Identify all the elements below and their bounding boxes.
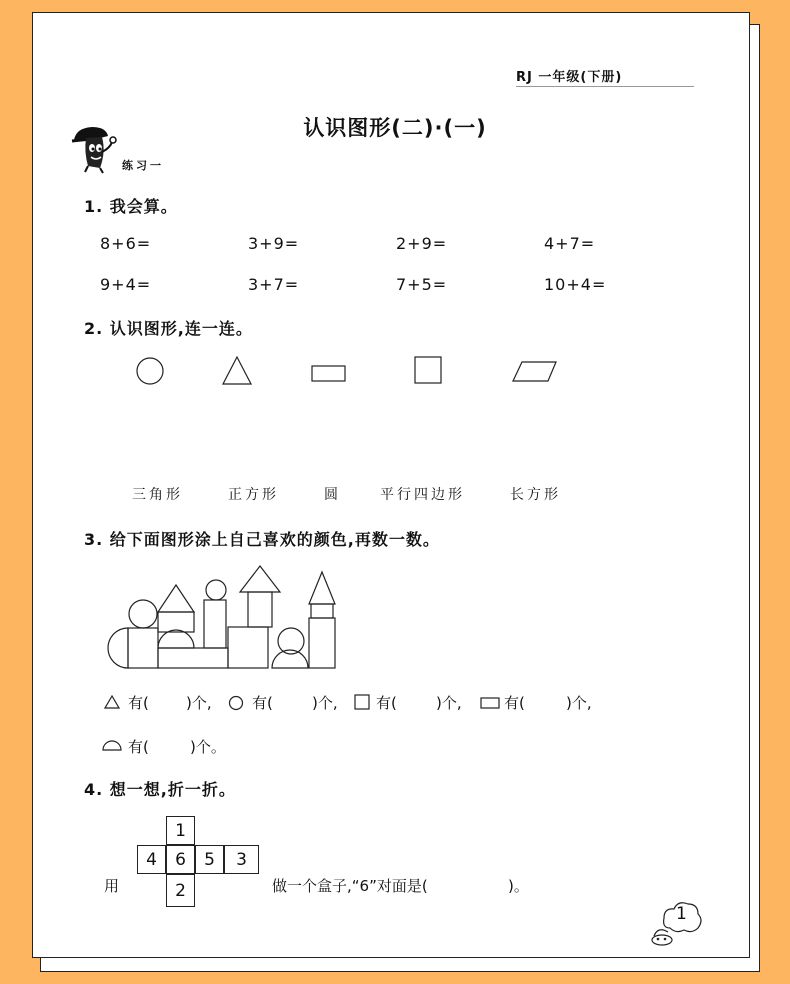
shape-name-square: 正方形 — [228, 487, 279, 503]
q1-expr: 3+9= — [248, 234, 300, 253]
q2-title: 2. 认识图形,连一连。 — [84, 319, 253, 338]
circle-shape — [137, 358, 163, 384]
triangle-shape — [223, 357, 251, 384]
shape-name-triangle: 三角形 — [132, 487, 183, 503]
rectangle-shape — [158, 648, 228, 668]
triangle-shape — [240, 566, 280, 592]
rectangle-shape — [312, 366, 345, 381]
q4-question-end: )。 — [508, 877, 529, 895]
q1-expr: 4+7= — [544, 234, 596, 253]
q3-block-castle — [100, 560, 350, 672]
square-shape — [415, 357, 441, 383]
circle-shape — [206, 580, 226, 600]
half-circle-icon — [102, 739, 122, 751]
exercise-label: 练习一 — [122, 159, 164, 172]
q4-title: 4. 想一想,折一折。 — [84, 780, 236, 799]
rectangle-shape — [311, 604, 333, 618]
shape-name-rectangle: 长方形 — [510, 487, 561, 503]
q1-expr: 9+4= — [100, 275, 152, 294]
q1-expr: 2+9= — [396, 234, 448, 253]
q3-title: 3. 给下面图形涂上自己喜欢的颜色,再数一数。 — [84, 530, 440, 549]
square-shape — [158, 612, 194, 632]
half-circle-shape — [158, 630, 194, 648]
q4-question: 做一个盒子,“6”对面是( — [272, 877, 428, 895]
net-cell: 3 — [224, 845, 259, 874]
rectangle-shape — [228, 627, 268, 668]
count-label: 有( — [376, 694, 397, 712]
count-label: 有( — [128, 694, 149, 712]
q1-expr: 10+4= — [544, 275, 607, 294]
rectangle-shape — [309, 618, 335, 668]
shape-name-circle: 圆 — [324, 487, 341, 503]
shape-name-parallelogram: 平行四边形 — [380, 487, 465, 503]
circle-shape — [129, 600, 157, 628]
count-label: 有( — [128, 738, 149, 756]
page-number: 1 — [676, 904, 687, 924]
count-label: 有( — [252, 694, 273, 712]
triangle-shape — [158, 585, 194, 612]
count-close: )个。 — [190, 738, 226, 756]
grade-tag: RJ 一年级(下册) — [516, 70, 623, 85]
count-close: )个, — [436, 694, 462, 712]
net-cell: 5 — [195, 845, 224, 874]
count-close: )个, — [186, 694, 212, 712]
triangle-shape — [309, 572, 335, 604]
net-cell: 6 — [166, 845, 195, 874]
half-circle-shape — [272, 650, 308, 668]
page-title: 认识图形(二)·(一) — [303, 116, 487, 140]
q4-prefix: 用 — [104, 877, 120, 895]
rectangle-shape — [248, 592, 272, 627]
square-icon — [354, 694, 370, 710]
rectangle-icon — [480, 697, 500, 709]
net-cell: 1 — [166, 816, 195, 845]
circle-icon — [228, 695, 244, 711]
header-rule — [516, 86, 694, 87]
count-label: 有( — [504, 694, 525, 712]
net-cell: 4 — [137, 845, 166, 874]
triangle-icon — [104, 695, 120, 709]
count-close: )个, — [312, 694, 338, 712]
half-circle-shape — [108, 628, 128, 668]
net-cell: 2 — [166, 874, 195, 907]
q1-expr: 3+7= — [248, 275, 300, 294]
square-shape — [128, 628, 158, 668]
q1-expr: 8+6= — [100, 234, 152, 253]
q1-title: 1. 我会算。 — [84, 197, 178, 216]
parallelogram-shape — [513, 362, 556, 381]
count-close: )个, — [566, 694, 592, 712]
rectangle-shape — [204, 600, 226, 648]
q1-expr: 7+5= — [396, 275, 448, 294]
q2-shapes — [130, 350, 570, 390]
